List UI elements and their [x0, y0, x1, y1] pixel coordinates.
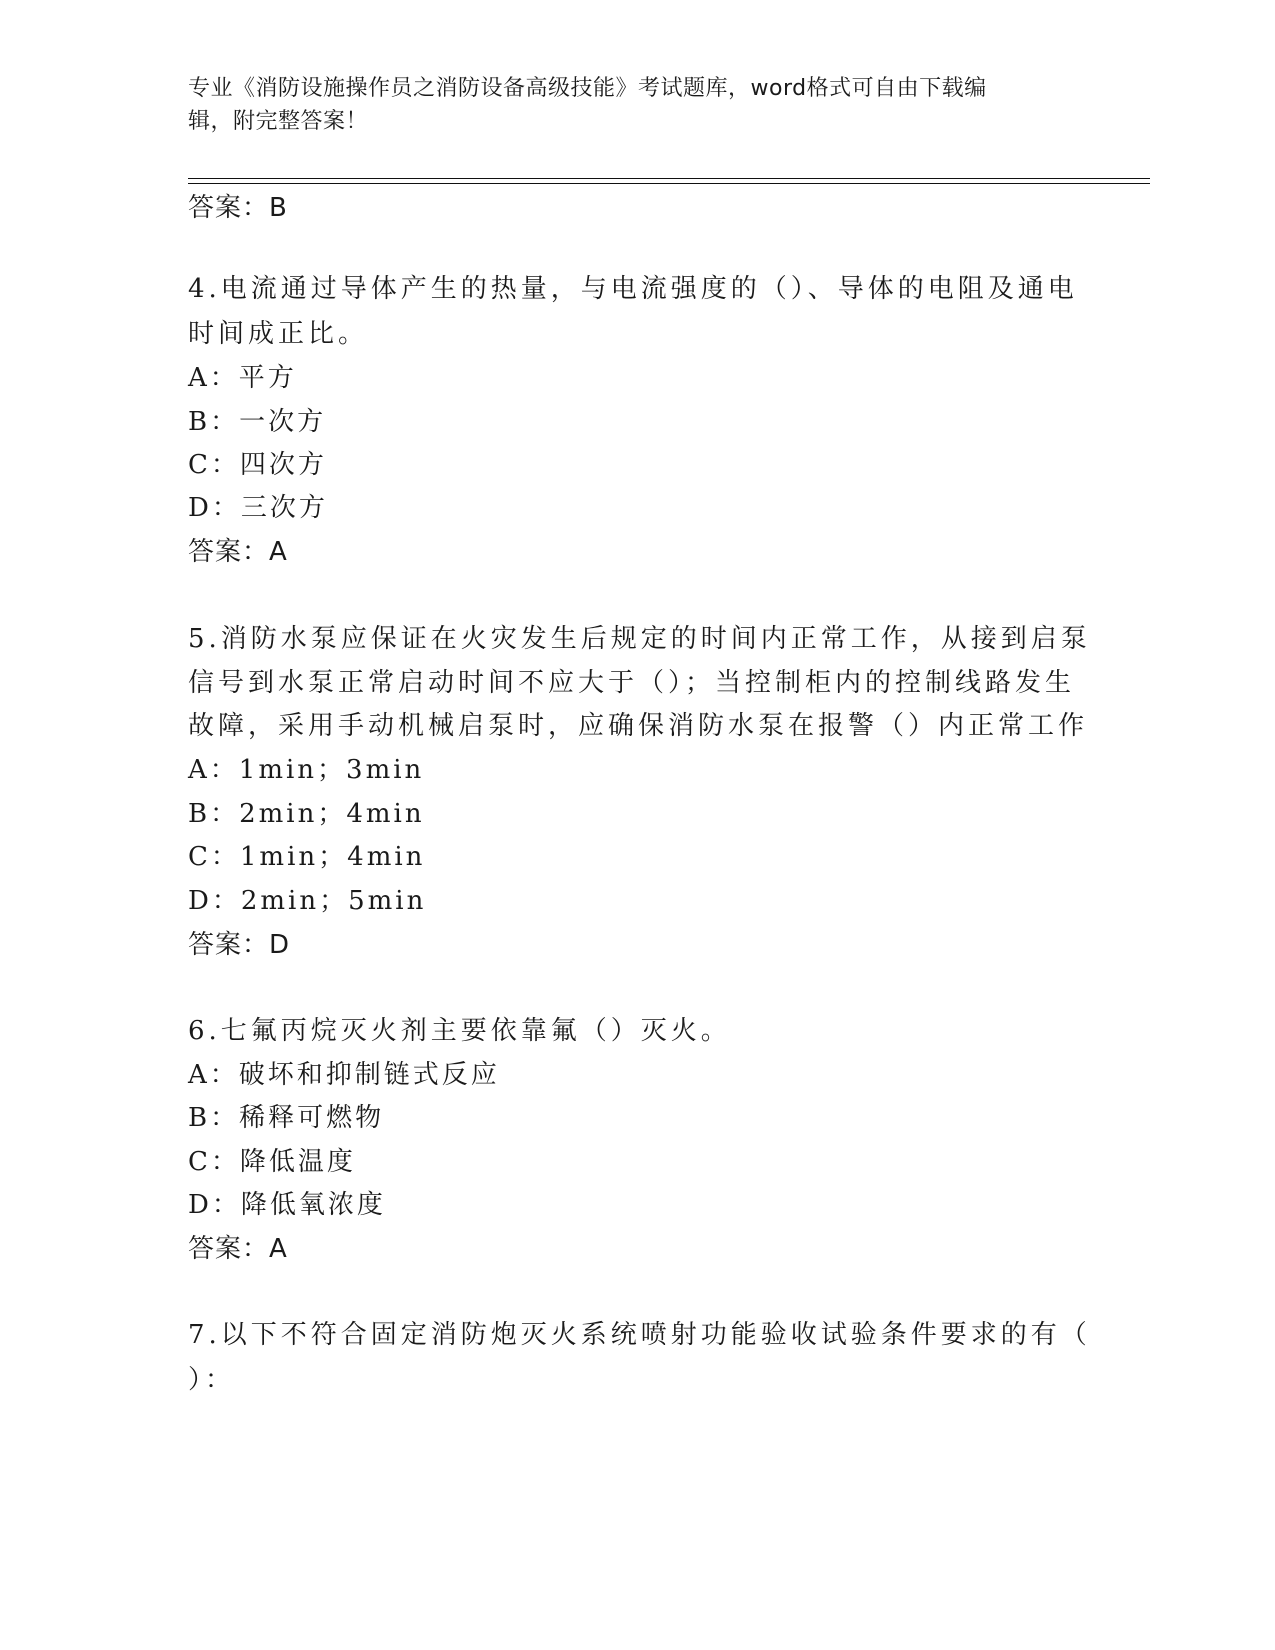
header-divider-top — [188, 178, 1150, 179]
question-text-line: 7.以下不符合固定消防炮灭火系统喷射功能验收试验条件要求的有（ — [188, 1320, 1091, 1350]
option-a: A：1min；3min — [188, 755, 425, 785]
answer-prev: 答案：B — [188, 193, 288, 223]
header-line-1: 专业《消防设施操作员之消防设备高级技能》考试题库，word格式可自由下载编 — [188, 76, 987, 101]
option-c: C：四次方 — [188, 450, 327, 480]
question-text-line: 故障，采用手动机械启泵时，应确保消防水泵在报警（）内正常工作 — [188, 711, 1089, 741]
header-divider-bottom — [188, 183, 1150, 184]
question-text-line: 5.消防水泵应保证在火灾发生后规定的时间内正常工作，从接到启泵 — [188, 624, 1091, 654]
option-c: C：降低温度 — [188, 1147, 356, 1177]
answer: 答案：A — [188, 1234, 288, 1264]
question-text-line: 时间成正比。 — [188, 319, 369, 349]
option-b: B：2min；4min — [188, 799, 425, 829]
answer: 答案：A — [188, 537, 288, 567]
header-line-2: 辑，附完整答案！ — [188, 109, 369, 134]
option-d: D：2min；5min — [188, 886, 427, 916]
question-text-line: 信号到水泵正常启动时间不应大于（）；当控制柜内的控制线路发生 — [188, 668, 1076, 698]
option-d: D：降低氧浓度 — [188, 1190, 386, 1220]
question-text-line: ）： — [188, 1365, 236, 1395]
option-a: A：平方 — [188, 363, 297, 393]
option-a: A：破坏和抑制链式反应 — [188, 1060, 500, 1090]
question-text-line: 4.电流通过导体产生的热量，与电流强度的（）、导体的电阻及通电 — [188, 274, 1078, 304]
question-text-line: 6.七氟丙烷灭火剂主要依靠氟（）灭火。 — [188, 1016, 731, 1046]
option-d: D：三次方 — [188, 493, 328, 523]
answer: 答案：D — [188, 930, 291, 960]
option-c: C：1min；4min — [188, 842, 426, 872]
header-text — [188, 72, 1068, 138]
option-b: B：稀释可燃物 — [188, 1103, 385, 1133]
option-b: B：一次方 — [188, 407, 327, 437]
